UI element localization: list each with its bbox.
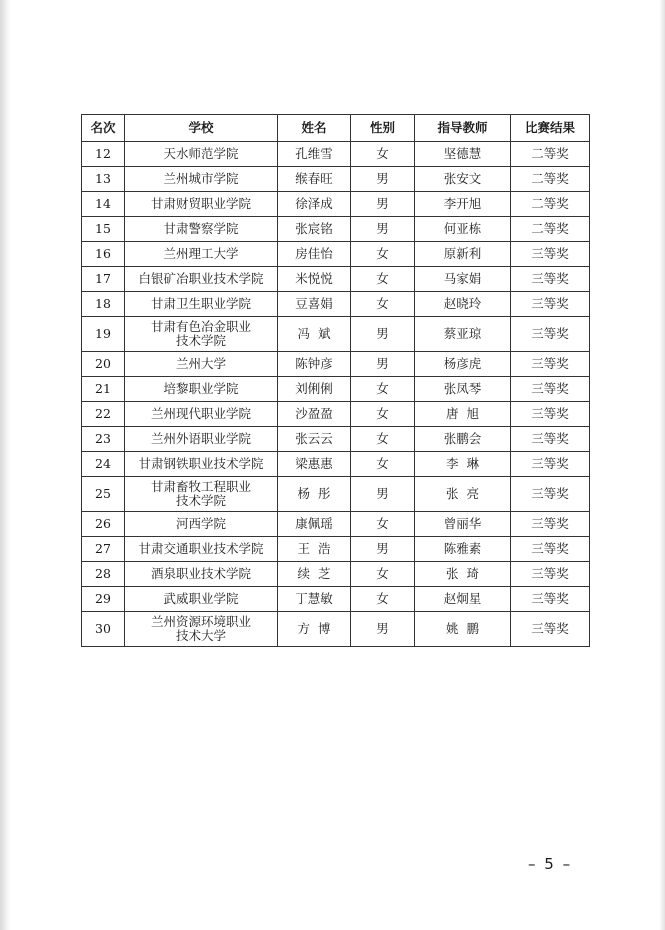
- gender-cell: 男: [351, 317, 415, 352]
- result-cell: 三等奖: [511, 452, 590, 477]
- gender-cell: 女: [351, 377, 415, 402]
- gender-cell: 男: [351, 167, 415, 192]
- result-cell: 二等奖: [511, 192, 590, 217]
- rank-cell: 17: [82, 267, 125, 292]
- result-cell: 三等奖: [511, 562, 590, 587]
- advisor-cell: 陈雅素: [415, 537, 511, 562]
- school-cell: 天水师范学院: [125, 142, 278, 167]
- name-cell: 刘俐俐: [278, 377, 351, 402]
- table-row: [82, 427, 590, 452]
- gender-cell: 女: [351, 292, 415, 317]
- rank-cell: 27: [82, 537, 125, 562]
- school-cell: 甘肃财贸职业学院: [125, 192, 278, 217]
- result-cell: 三等奖: [511, 267, 590, 292]
- table-body: [82, 142, 590, 647]
- result-cell: 三等奖: [511, 512, 590, 537]
- result-cell: 三等奖: [511, 612, 590, 647]
- name-cell: 缑春旺: [278, 167, 351, 192]
- table-row: [82, 537, 590, 562]
- gender-cell: 男: [351, 477, 415, 512]
- gender-cell: 女: [351, 142, 415, 167]
- result-cell: 二等奖: [511, 167, 590, 192]
- table-row: [82, 477, 590, 512]
- school-cell: 河西学院: [125, 512, 278, 537]
- rank-cell: 15: [82, 217, 125, 242]
- table-row: [82, 587, 590, 612]
- table-row: [82, 352, 590, 377]
- name-cell: 王 浩: [278, 537, 351, 562]
- rank-cell: 23: [82, 427, 125, 452]
- table-header: [82, 115, 590, 142]
- school-cell: 酒泉职业技术学院: [125, 562, 278, 587]
- name-header: 姓名: [278, 115, 351, 142]
- rank-header: 名次: [82, 115, 125, 142]
- name-cell: 冯 斌: [278, 317, 351, 352]
- school-cell: 甘肃钢铁职业技术学院: [125, 452, 278, 477]
- name-cell: 孔维雪: [278, 142, 351, 167]
- name-cell: 房佳怡: [278, 242, 351, 267]
- name-cell: 康佩瑶: [278, 512, 351, 537]
- school-cell: 兰州资源环境职业 技术大学: [125, 612, 278, 647]
- gender-cell: 男: [351, 352, 415, 377]
- advisor-cell: 坚德慧: [415, 142, 511, 167]
- rank-cell: 12: [82, 142, 125, 167]
- result-cell: 三等奖: [511, 427, 590, 452]
- school-cell: 兰州大学: [125, 352, 278, 377]
- advisor-cell: 曾丽华: [415, 512, 511, 537]
- name-cell: 续 芝: [278, 562, 351, 587]
- gender-header: 性别: [351, 115, 415, 142]
- gender-cell: 女: [351, 267, 415, 292]
- result-cell: 二等奖: [511, 142, 590, 167]
- gender-cell: 男: [351, 612, 415, 647]
- advisor-cell: 张凤琴: [415, 377, 511, 402]
- rank-cell: 30: [82, 612, 125, 647]
- school-cell: 甘肃有色冶金职业 技术学院: [125, 317, 278, 352]
- rank-cell: 28: [82, 562, 125, 587]
- name-cell: 豆喜娟: [278, 292, 351, 317]
- advisor-cell: 赵炯星: [415, 587, 511, 612]
- advisor-cell: 何亚栋: [415, 217, 511, 242]
- advisor-cell: 张安文: [415, 167, 511, 192]
- name-cell: 杨 彤: [278, 477, 351, 512]
- name-cell: 方 博: [278, 612, 351, 647]
- advisor-cell: 原新利: [415, 242, 511, 267]
- advisor-cell: 李 琳: [415, 452, 511, 477]
- school-cell: 兰州外语职业学院: [125, 427, 278, 452]
- advisor-cell: 蔡亚琼: [415, 317, 511, 352]
- result-cell: 二等奖: [511, 217, 590, 242]
- advisor-cell: 张鹏会: [415, 427, 511, 452]
- page-edge-shadow: [659, 0, 665, 930]
- advisor-cell: 张 琦: [415, 562, 511, 587]
- gender-cell: 女: [351, 562, 415, 587]
- table-row: [82, 292, 590, 317]
- rank-cell: 21: [82, 377, 125, 402]
- school-cell: 甘肃畜牧工程职业 技术学院: [125, 477, 278, 512]
- table-row: [82, 192, 590, 217]
- page-number: – 5 –: [528, 855, 573, 873]
- gender-cell: 女: [351, 427, 415, 452]
- table-row: [82, 317, 590, 352]
- rank-cell: 22: [82, 402, 125, 427]
- school-cell: 兰州现代职业学院: [125, 402, 278, 427]
- school-cell: 甘肃卫生职业学院: [125, 292, 278, 317]
- gender-cell: 男: [351, 192, 415, 217]
- name-cell: 梁惠惠: [278, 452, 351, 477]
- school-header: 学校: [125, 115, 278, 142]
- name-cell: 徐泽成: [278, 192, 351, 217]
- rank-cell: 26: [82, 512, 125, 537]
- gender-cell: 男: [351, 217, 415, 242]
- advisor-cell: 张 亮: [415, 477, 511, 512]
- rank-cell: 24: [82, 452, 125, 477]
- result-cell: 三等奖: [511, 377, 590, 402]
- name-cell: 张云云: [278, 427, 351, 452]
- advisor-cell: 唐 旭: [415, 402, 511, 427]
- advisor-cell: 赵晓玲: [415, 292, 511, 317]
- rank-cell: 16: [82, 242, 125, 267]
- result-header: 比赛结果: [511, 115, 590, 142]
- name-cell: 陈钟彦: [278, 352, 351, 377]
- table-row: [82, 267, 590, 292]
- result-cell: 三等奖: [511, 242, 590, 267]
- school-cell: 兰州理工大学: [125, 242, 278, 267]
- result-cell: 三等奖: [511, 292, 590, 317]
- school-cell: 武威职业学院: [125, 587, 278, 612]
- gender-cell: 女: [351, 452, 415, 477]
- school-cell: 白银矿冶职业技术学院: [125, 267, 278, 292]
- school-cell: 培黎职业学院: [125, 377, 278, 402]
- result-cell: 三等奖: [511, 477, 590, 512]
- table-row: [82, 167, 590, 192]
- advisor-header: 指导教师: [415, 115, 511, 142]
- rank-cell: 19: [82, 317, 125, 352]
- gender-cell: 女: [351, 587, 415, 612]
- table-row: [82, 242, 590, 267]
- rank-cell: 25: [82, 477, 125, 512]
- result-cell: 三等奖: [511, 352, 590, 377]
- result-cell: 三等奖: [511, 317, 590, 352]
- table-row: [82, 402, 590, 427]
- name-cell: 米悦悦: [278, 267, 351, 292]
- name-cell: 张宸铭: [278, 217, 351, 242]
- advisor-cell: 杨彦虎: [415, 352, 511, 377]
- rank-cell: 29: [82, 587, 125, 612]
- school-cell: 甘肃交通职业技术学院: [125, 537, 278, 562]
- result-cell: 三等奖: [511, 402, 590, 427]
- page-edge-shadow: [0, 0, 10, 930]
- advisor-cell: 姚 鹏: [415, 612, 511, 647]
- school-cell: 兰州城市学院: [125, 167, 278, 192]
- table-row: [82, 612, 590, 647]
- table-row: [82, 562, 590, 587]
- advisor-cell: 李开旭: [415, 192, 511, 217]
- advisor-cell: 马家娟: [415, 267, 511, 292]
- gender-cell: 女: [351, 512, 415, 537]
- table-row: [82, 142, 590, 167]
- name-cell: 沙盈盈: [278, 402, 351, 427]
- name-cell: 丁慧敏: [278, 587, 351, 612]
- results-table: [81, 114, 590, 647]
- rank-cell: 20: [82, 352, 125, 377]
- table-row: [82, 217, 590, 242]
- table-row: [82, 512, 590, 537]
- result-cell: 三等奖: [511, 587, 590, 612]
- gender-cell: 女: [351, 242, 415, 267]
- header-row: [82, 115, 590, 142]
- rank-cell: 14: [82, 192, 125, 217]
- table-row: [82, 452, 590, 477]
- school-cell: 甘肃警察学院: [125, 217, 278, 242]
- rank-cell: 13: [82, 167, 125, 192]
- gender-cell: 女: [351, 402, 415, 427]
- result-cell: 三等奖: [511, 537, 590, 562]
- gender-cell: 男: [351, 537, 415, 562]
- rank-cell: 18: [82, 292, 125, 317]
- table-row: [82, 377, 590, 402]
